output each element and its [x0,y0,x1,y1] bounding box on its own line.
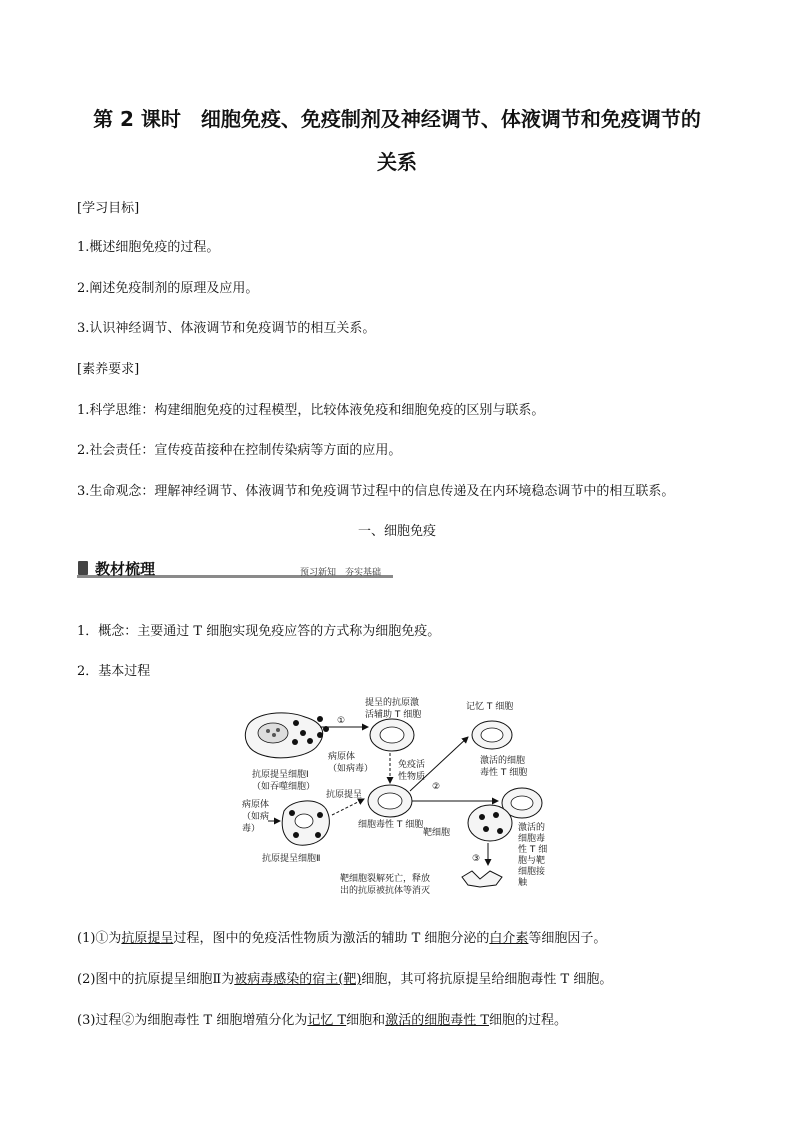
apc1-cell [245,713,322,758]
apc1-label: （如吞噬细胞） [252,782,316,792]
contact-label: 激活的 [518,823,546,833]
cytotoxic-t-label: 细胞毒性 T 细胞 [358,820,424,830]
contact-label: 细胞毒 [518,834,546,844]
q3-answer: 激活的细胞毒性 T [385,1013,489,1028]
target-cell [468,805,512,841]
concept-text: 1．概念：主要通过 T 细胞实现免疫应答的方式称为细胞免疫。 [77,624,441,639]
q3-text: 细胞的过程。 [489,1013,568,1028]
objective-item: 3.认识神经调节、体液调节和免疫调节的相互关系。 [77,321,376,336]
q3-text: 细胞和 [346,1013,386,1028]
pathogen-dot [317,716,323,722]
pathogen2-label: 毒） [242,824,261,834]
page-title-continued: 关系 [377,150,417,174]
step-3-label: ③ [472,854,481,864]
pathogen-dot [317,732,323,738]
question-3 [77,1009,567,1028]
immune-substance-label: 性物质 [398,772,426,782]
literacy-item: 2.社会责任：宣传疫苗接种在控制传染病等方面的应用。 [77,443,402,458]
lysis-label: 靶细胞裂解死亡，释放 [340,874,431,884]
literacy-item: 3.生命观念：理解神经调节、体液调节和免疫调节过程中的信息传递及在内环境稳态调节中的相互联系。 [77,484,675,499]
memory-t-label: 记忆 T 细胞 [466,702,514,712]
question-2 [77,968,612,987]
helper-t-label: 活辅助 T 细胞 [365,710,422,720]
apc2-label: 抗原提呈细胞Ⅱ [262,854,321,864]
banner-subtitle: 预习新知 夯实基础 [300,568,382,578]
literacy-item: 1.科学思维：构建细胞免疫的过程模型，比较体液免疫和细胞免疫的区别与联系。 [77,403,545,418]
objectives-header: [学习目标] [77,201,140,216]
step-1-label: ① [337,716,346,726]
q3-text: (3)过程②为细胞毒性 T 细胞增殖分化为 [77,1013,308,1028]
q1-text: (1)①为 [77,931,122,946]
q1-text: 等细胞因子。 [528,931,607,946]
pathogen1-label: 病原体 [328,752,356,762]
q3-answer: 记忆 T [307,1013,347,1028]
q1-answer: 白介素 [489,931,529,946]
pathogen2-label: （如病 [242,812,270,822]
lysed-cell [462,871,502,887]
objective-item: 2.阐述免疫制剂的原理及应用。 [77,281,259,296]
contact-label: 细胞接 [518,867,546,877]
contact-label: 触 [518,878,528,888]
immune-substance-label: 免疫活 [398,760,426,770]
target-cell-label: 靶细胞 [423,828,451,838]
process-heading: 2．基本过程 [77,664,151,679]
contact-label: 性 T 细 [518,845,548,855]
question-1 [77,927,606,946]
page-title: 第 2 课时 细胞免疫、免疫制剂及神经调节、体液调节和免疫调节的 [93,107,701,131]
q2-answer: 被病毒感染的宿主(靶) [234,972,362,987]
q2-text: 细胞，其可将抗原提呈给细胞毒性 T 细胞。 [361,972,613,987]
step-2-label: ② [432,782,441,792]
lysis-label: 出的抗原被抗体等消灭 [340,886,431,895]
objective-item: 1.概述细胞免疫的过程。 [77,240,220,255]
q1-text: 过程，图中的免疫活性物质为激活的辅助 T 细胞分泌的 [173,931,490,946]
q1-answer: 抗原提呈 [121,931,174,946]
banner-title: 教材梳理 [95,560,156,578]
activated-ctl-label: 激活的细胞 [480,756,526,766]
section-heading: 一、细胞免疫 [357,524,436,539]
pathogen2-label: 病原体 [242,800,270,810]
activated-ctl-label: 毒性 T 细胞 [480,768,528,778]
cell-immunity-diagram [240,695,560,895]
antigen-present-arrow [332,799,364,815]
antigen-present-label: 抗原提呈 [326,790,363,800]
literacy-header: [素养要求] [77,362,140,377]
book-icon [78,561,88,575]
contact-label: 胞与靶 [518,856,546,866]
pathogen1-label: （如病毒） [328,764,374,774]
helper-t-label: 提呈的抗原激 [365,698,420,708]
apc1-label: 抗原提呈细胞Ⅰ [252,770,309,780]
q2-text: (2)图中的抗原提呈细胞Ⅱ为 [77,972,235,987]
